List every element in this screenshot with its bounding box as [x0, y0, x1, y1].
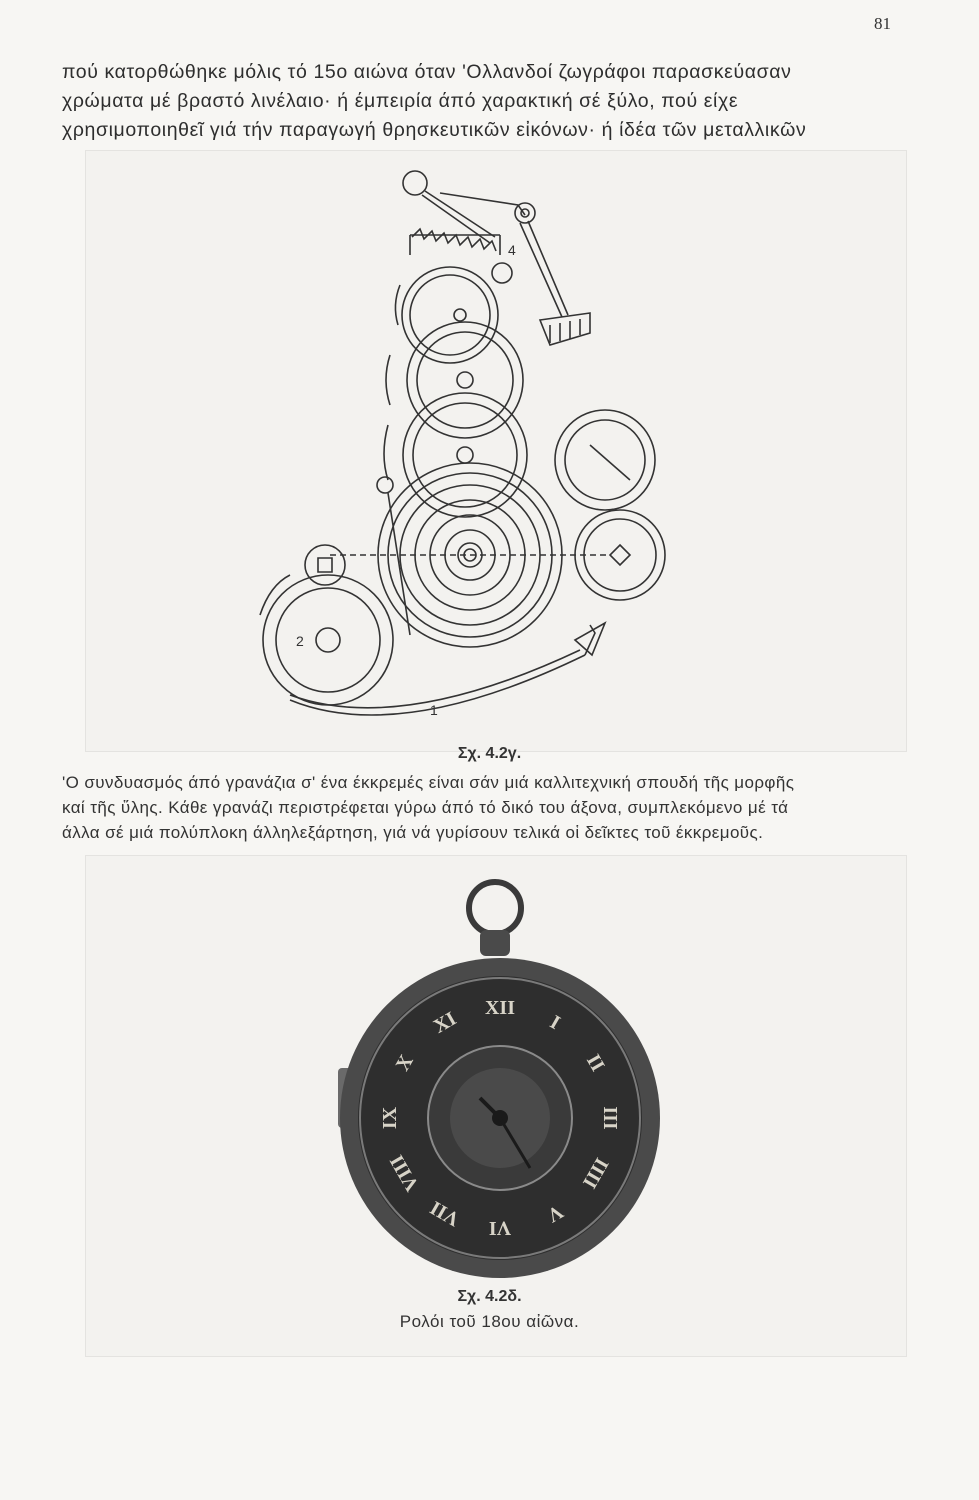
- dial-numeral: XI: [429, 1007, 461, 1038]
- dial-numeral: IX: [379, 1106, 401, 1130]
- caption-line: καί τῆς ὕλης. Κάθε γρανάζι περιστρέφεται γύρω άπό τό δικό του άξονα, συμπλεκόμενο μέ τά: [62, 798, 789, 817]
- watch-bow: [469, 882, 521, 934]
- direction-arrow-2: [386, 355, 390, 405]
- caption-line: άλλα σέ μιά πολύπλοκη άλληλεξάρτηση, γιά νά γυρίσουν τελικά οἱ δεῖκτες τοῦ έκκρεμοῦς.: [62, 823, 764, 842]
- crutch-pivot-inner: [521, 209, 529, 217]
- page-number: 81: [874, 14, 891, 33]
- direction-arrow-3: [384, 425, 388, 480]
- pendulum-rod: [520, 221, 568, 317]
- dial-numeral: IIII: [577, 1154, 613, 1192]
- dial-numeral: II: [581, 1050, 609, 1076]
- dial-numeral: XII: [484, 997, 516, 1019]
- watch-pendant: [480, 930, 510, 956]
- third-wheel: [407, 322, 523, 438]
- escapement-teeth: [412, 229, 496, 251]
- crutch-arm: [440, 193, 525, 215]
- lower-left-wheel: [263, 575, 393, 705]
- pendulum-bob-scale: [550, 319, 580, 343]
- small-pinion-square: [318, 558, 332, 572]
- pocket-watch-photo: [330, 878, 660, 1288]
- figure-label-gears: Σχ. 4.2γ.: [457, 745, 522, 762]
- right-lower-wheel: [575, 510, 665, 600]
- dial-numeral: X: [391, 1051, 418, 1075]
- winding-ring: [377, 477, 393, 493]
- third-wheel-rim: [417, 332, 513, 428]
- pendulum-bob: [540, 313, 590, 345]
- figure-caption-watch: Ρολόι τοῦ 18ου αἰῶνα.: [399, 1312, 580, 1331]
- dial-numeral: VI: [488, 1217, 512, 1239]
- center-wheel-hub: [457, 447, 473, 463]
- lower-left-hub: [316, 628, 340, 652]
- body-line: χρώματα μέ βραστό λινέλαιο· ή έμπειρία άπό χαρακτική σέ ξύλο, πού είχε: [62, 90, 739, 112]
- right-lower-diamond: [610, 545, 630, 565]
- label-two: 2: [296, 633, 304, 649]
- body-paragraph: [62, 58, 912, 145]
- gear-train-diagram: [250, 155, 670, 740]
- body-line: χρησιμοποιηθεῖ γιά τήν παραγωγή θρησκευτικῶν εἰκόνων· ή ίδέα τῶν μεταλλικῶν: [62, 119, 807, 141]
- dial-numeral: VII: [426, 1196, 464, 1231]
- center-wheel-rim: [413, 403, 517, 507]
- figure-caption-gears: [62, 770, 922, 845]
- escape-wheel-rim: [410, 275, 490, 355]
- third-wheel-hub: [457, 372, 473, 388]
- lever-curve-inner: [290, 650, 580, 708]
- body-line: πού κατορθώθηκε μόλις τό 15ο αιώνα όταν 'Ολλανδοί ζωγράφοι παρασκεύασαν: [62, 61, 792, 83]
- figure-label-watch: Σχ. 4.2δ.: [457, 1288, 522, 1305]
- label-one: 1: [430, 702, 438, 718]
- escape-wheel-hub: [492, 263, 512, 283]
- escape-wheel-hub-inner: [454, 309, 466, 321]
- dial-numeral: VIII: [385, 1151, 424, 1195]
- right-upper-wheel: [555, 410, 655, 510]
- center-wheel: [403, 393, 527, 517]
- crutch-pivot: [515, 203, 535, 223]
- dial-numeral: I: [546, 1011, 564, 1035]
- right-upper-rim: [565, 420, 645, 500]
- dial-numeral: III: [599, 1106, 621, 1130]
- caption-line: 'Ο συνδυασμός άπό γρανάζια σ' ένα έκκρεμές είναι σάν μιά καλλιτεχνική σπουδή τῆς μορφῆς: [62, 773, 795, 792]
- small-pinion: [305, 545, 345, 585]
- pendulum-pivot: [403, 171, 427, 195]
- direction-arrow-1: [395, 285, 400, 325]
- right-upper-hand: [590, 445, 630, 480]
- dial-numeral: V: [543, 1200, 567, 1227]
- lower-left-wheel-rim: [276, 588, 380, 692]
- label-four: 4: [508, 242, 516, 258]
